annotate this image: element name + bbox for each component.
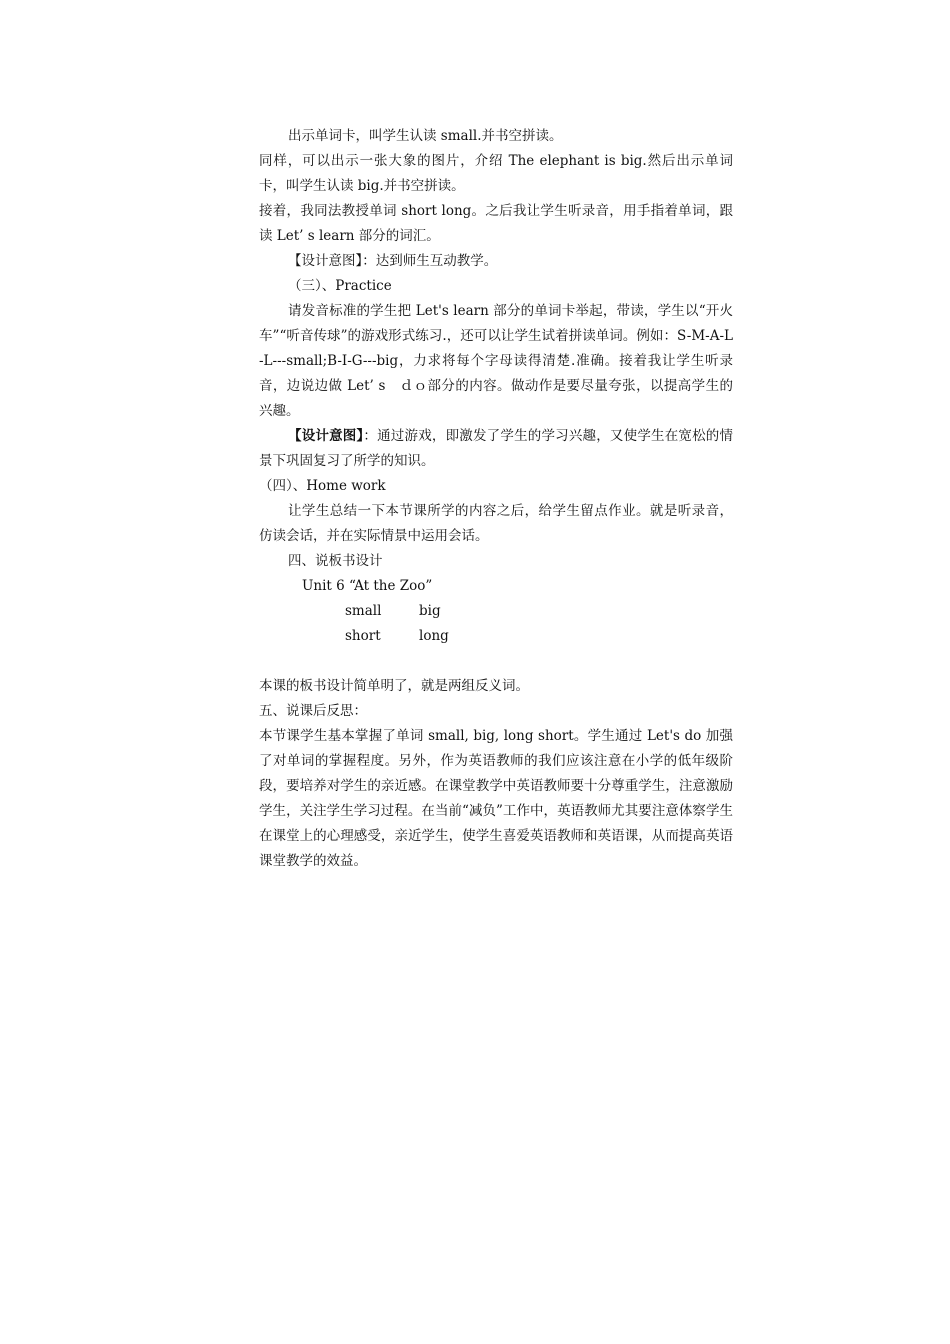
board-title: Unit 6 “At the Zoo” [302,578,433,594]
document-body [259,124,733,874]
spacer [259,649,733,674]
board-design [259,574,733,649]
heading-board-design: 四、说板书设计 [288,553,383,569]
paragraph-show-word-card: 出示单词卡，叫学生认读 small.并书空拼读。 [288,128,563,144]
board-word: short [345,628,381,644]
board-row [259,599,733,624]
board-word: long [419,628,449,644]
heading-homework: （四）、Home work [259,478,386,494]
design-intent-text: ：通过游戏，即激发了学生的学习兴趣，又使学生在宽松的情景下巩固复习了所学的知识。 [259,428,733,469]
board-word: big [419,603,441,619]
heading-practice: （三）、Practice [288,278,392,294]
paragraph-design-intent-1: 【设计意图】：达到师生互动教学。 [288,253,498,269]
paragraph-reflection: 本节课学生基本掌握了单词 small, big, long short。学生通过 Let's do 加强了对单词的掌握程度。另外，作为英语教师的我们应该注意在小学的低年级阶段，要培养对学生的亲近感。在课堂教学中英语教师要十分尊重学生，注意激励学生，关注学生学习过程。在当前“减负”工作中，英语教师尤其要注意体察学生在课堂上的心理感受，亲近学生，使学生喜爱英语教师和英语课，从而提高英语课堂教学的效益。 [259,728,733,869]
paragraph-board-summary: 本课的板书设计简单明了，就是两组反义词。 [259,678,529,694]
design-intent-label: 【设计意图】 [288,428,364,444]
paragraph-design-intent-2 [259,424,733,474]
paragraph-homework: 让学生总结一下本节课所学的内容之后，给学生留点作业。就是听录音，仿读会话，并在实际情景中运用会话。 [259,503,733,544]
paragraph-short-long: 接着，我同法教授单词 short long。之后我让学生听录音，用手指着单词，跟读 Let’ s learn 部分的词汇。 [259,203,733,244]
paragraph-practice: 请发音标准的学生把 Let's learn 部分的单词卡举起，带读，学生以“开火车”“听音传球”的游戏形式练习.，还可以让学生试着拼读单词。例如：S-M-A-L-L---small;B-I-G---big，力求将每个字母读得清楚.准确。接着我让学生听录音，边说边做 Let’ s ｄｏ部分的内容。做动作是要尽量夸张，以提高学生的兴趣。 [259,303,733,419]
board-row [259,624,733,649]
heading-reflection: 五、说课后反思： [259,703,367,719]
paragraph-elephant-big: 同样，可以出示一张大象的图片，介绍 The elephant is big.然后出示单词卡，叫学生认读 big.并书空拼读。 [259,153,733,194]
board-word: small [345,603,382,619]
